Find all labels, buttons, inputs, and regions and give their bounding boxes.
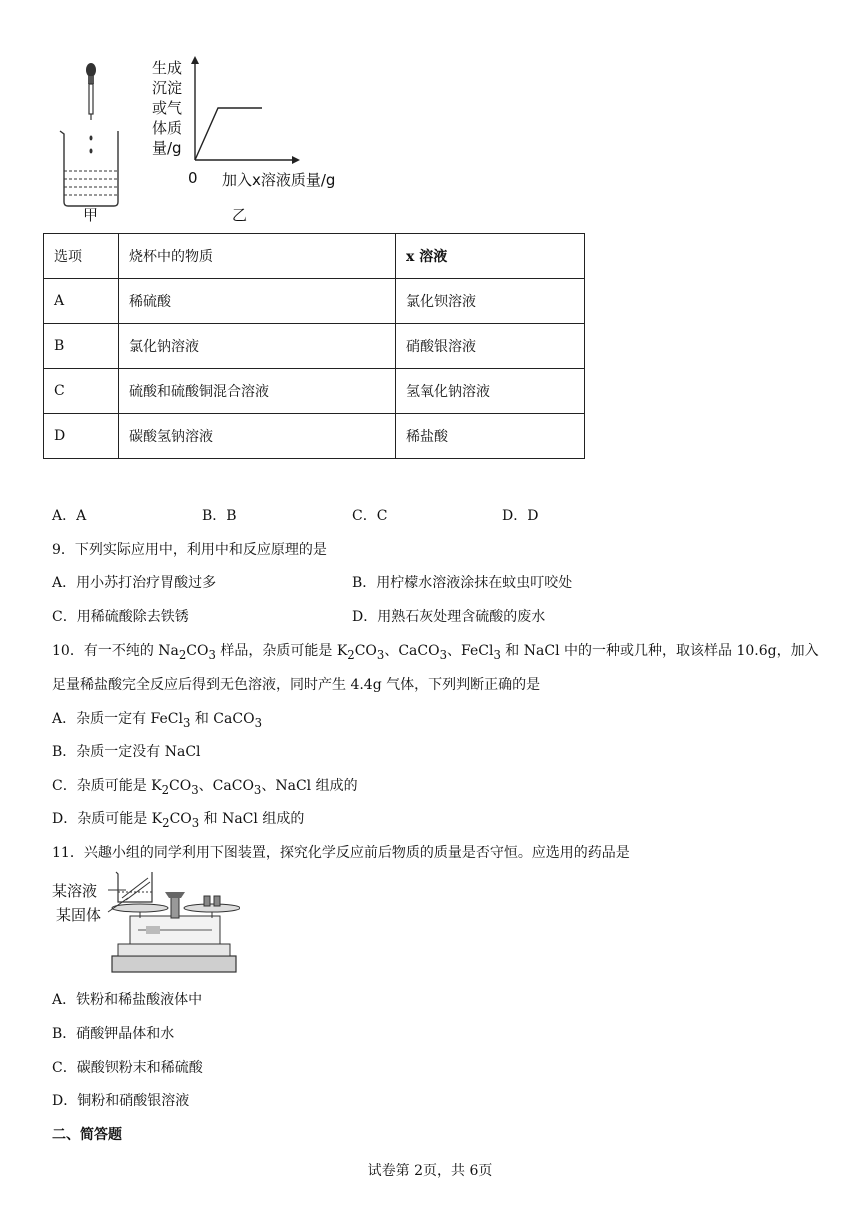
- graph-y-axis-label: [152, 58, 188, 158]
- q10-choice-d: [52, 808, 304, 830]
- q10-text: 、FeCl: [447, 643, 494, 659]
- table-header-cell: 选项: [44, 234, 119, 279]
- page-footer: 试卷第 2页，共 6页: [367, 1163, 493, 1179]
- q9-choice-d: D．用熟石灰处理含硫酸的废水: [352, 609, 546, 625]
- beaker-dropper-diagram: [40, 56, 360, 226]
- table-cell: 稀硫酸: [119, 279, 396, 324]
- q10-stem-line1: [52, 640, 819, 662]
- table-cell: 氢氧化钠溶液: [396, 369, 585, 414]
- table-row: [44, 279, 585, 324]
- q11-choice-a: A．铁粉和稀盐酸液体中: [52, 992, 203, 1008]
- subscript: 2: [178, 647, 187, 662]
- table-row: [44, 324, 585, 369]
- q9-choice-b: B．用柠檬水溶液涂抹在蚊虫叮咬处: [352, 575, 573, 591]
- label-jia: 甲: [83, 206, 99, 224]
- table-cell: B: [44, 324, 119, 369]
- q10-text: CO: [186, 643, 209, 659]
- q11-choice-c: C．碳酸钡粉末和稀硫酸: [52, 1060, 203, 1076]
- balance-figure: [50, 868, 240, 978]
- q11-choice-b: B．硝酸钾晶体和水: [52, 1026, 175, 1042]
- q10-choice-a: [52, 708, 262, 730]
- q10-text: CO: [169, 778, 192, 794]
- q10-choice-b: B．杂质一定没有 NaCl: [52, 744, 201, 760]
- subscript: 3: [439, 647, 447, 662]
- ylabel-line: 生成: [152, 59, 183, 77]
- q8-choice-b: B．B: [202, 508, 237, 524]
- q9-stem: 9．下列实际应用中，利用中和反应原理的是: [52, 542, 327, 558]
- q9-choice-c: C．用稀硫酸除去铁锈: [52, 609, 189, 625]
- q10-stem-line2: 足量稀盐酸完全反应后得到无色溶液，同时产生 4.4g 气体，下列判断正确的是: [52, 677, 541, 693]
- q10-text: A．杂质一定有 FeCl: [52, 711, 183, 727]
- q10-text: 、CaCO: [198, 778, 254, 794]
- subscript: 3: [182, 715, 191, 730]
- table-header-row: [44, 234, 585, 279]
- table-row: [44, 414, 585, 459]
- table-cell: 氯化钡溶液: [396, 279, 585, 324]
- label-solid: 某固体: [56, 906, 102, 924]
- q10-text: 和 NaCl 组成的: [199, 811, 305, 827]
- q10-text: 样品，杂质可能是 K: [215, 643, 348, 659]
- subscript: 3: [376, 647, 385, 662]
- graph-x-axis-label: 加入x溶液质量/g: [222, 171, 336, 189]
- q10-text: 10．有一不纯的 Na: [52, 643, 179, 659]
- table-cell: 氯化钠溶液: [119, 324, 396, 369]
- subscript: 3: [191, 782, 199, 797]
- subscript: 2: [347, 647, 355, 662]
- q8-choice-c: C．C: [352, 508, 388, 524]
- subscript: 3: [253, 782, 262, 797]
- ylabel-line: 或气: [152, 99, 183, 117]
- q10-text: 、CaCO: [384, 643, 440, 659]
- table-cell: 硝酸银溶液: [396, 324, 585, 369]
- table-cell: 硫酸和硫酸铜混合溶液: [119, 369, 396, 414]
- q11-stem: 11．兴趣小组的同学利用下图装置，探究化学反应前后物质的质量是否守恒。应选用的药品是: [52, 845, 630, 861]
- subscript: 2: [161, 782, 170, 797]
- q10-text: 、NaCl 组成的: [261, 778, 358, 794]
- q10-text: D．杂质可能是 K: [52, 811, 163, 827]
- q10-text: 和 CaCO: [190, 711, 255, 727]
- subscript: 2: [162, 815, 170, 830]
- q9-choice-a: A．用小苏打治疗胃酸过多: [52, 575, 217, 591]
- options-table: [43, 233, 585, 459]
- table-cell: D: [44, 414, 119, 459]
- table-cell: A: [44, 279, 119, 324]
- q10-text: C．杂质可能是 K: [52, 778, 162, 794]
- table-cell: 稀盐酸: [396, 414, 585, 459]
- table-header-cell: 烧杯中的物质: [119, 234, 396, 279]
- subscript: 3: [208, 647, 216, 662]
- subscript: 3: [191, 815, 200, 830]
- q8-choice-d: D．D: [502, 508, 539, 524]
- q10-text: CO: [354, 643, 377, 659]
- ylabel-line: 体质: [152, 119, 183, 137]
- label-solution: 某溶液: [52, 882, 98, 900]
- table-row: [44, 369, 585, 414]
- q8-choice-a: A．A: [52, 508, 87, 524]
- q10-text: 和 NaCl 中的一种或几种，取该样品 10.6g，加入: [500, 643, 819, 659]
- graph-origin-label: 0: [188, 169, 198, 187]
- label-yi: 乙: [232, 206, 248, 224]
- ylabel-line: 沉淀: [152, 79, 183, 97]
- table-header-cell: x 溶液: [396, 234, 585, 279]
- q10-text: CO: [169, 811, 192, 827]
- section-heading: 二、简答题: [52, 1127, 122, 1143]
- top-figure: [40, 56, 360, 226]
- table-cell: C: [44, 369, 119, 414]
- subscript: 3: [493, 647, 501, 662]
- q11-choice-d: D．铜粉和硝酸银溶液: [52, 1093, 190, 1109]
- q10-choice-c: [52, 775, 358, 797]
- table-cell: 碳酸氢钠溶液: [119, 414, 396, 459]
- ylabel-line: 量/g: [152, 139, 182, 157]
- subscript: 3: [254, 715, 262, 730]
